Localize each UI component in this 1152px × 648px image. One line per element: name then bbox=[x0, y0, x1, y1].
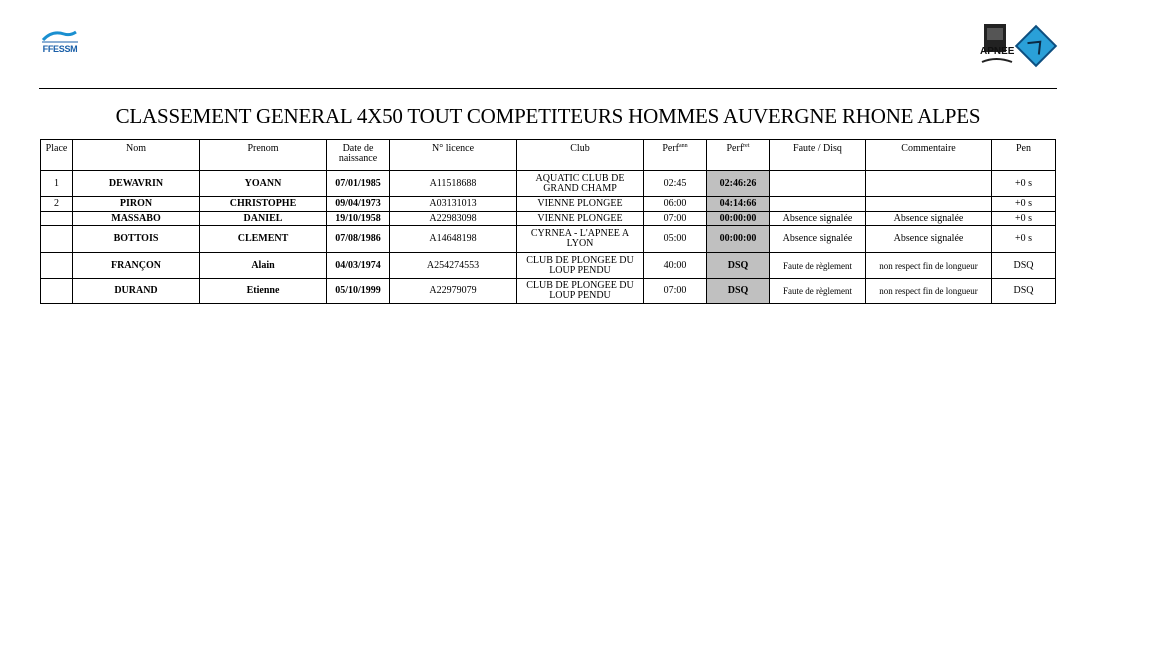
cell-prenom: Etienne bbox=[200, 279, 327, 304]
header-nom: Nom bbox=[73, 140, 200, 171]
cell-nom: DURAND bbox=[73, 279, 200, 304]
cell-faute: Faute de règlement bbox=[770, 279, 866, 304]
header-commentaire: Commentaire bbox=[866, 140, 992, 171]
header-naissance-line1: Date de bbox=[342, 143, 374, 154]
cell-perf-ret: DSQ bbox=[707, 279, 770, 304]
cell-pen: +0 s bbox=[992, 197, 1056, 212]
cell-naissance: 05/10/1999 bbox=[327, 279, 390, 304]
cell-club: VIENNE PLONGEE bbox=[517, 197, 644, 212]
cell-place: 2 bbox=[41, 197, 73, 212]
cell-commentaire bbox=[866, 197, 992, 212]
cell-faute: Absence signalée bbox=[770, 226, 866, 253]
header-divider bbox=[39, 88, 1057, 89]
header-perf-ret-label: Perf bbox=[726, 143, 744, 154]
cell-naissance: 04/03/1974 bbox=[327, 253, 390, 279]
header-perf-ann-label: Perf bbox=[662, 143, 679, 154]
cell-licence: A22983098 bbox=[390, 212, 517, 226]
cell-pen: +0 s bbox=[992, 171, 1056, 197]
cell-prenom: CLEMENT bbox=[200, 226, 327, 253]
cell-perf-ret: DSQ bbox=[707, 253, 770, 279]
ffessm-logo bbox=[40, 26, 80, 60]
cell-nom: FRANÇON bbox=[73, 253, 200, 279]
cell-prenom: CHRISTOPHE bbox=[200, 197, 327, 212]
header-place: Place bbox=[41, 140, 73, 171]
cell-perf-ann: 06:00 bbox=[644, 197, 707, 212]
cell-commentaire: Absence signalée bbox=[866, 212, 992, 226]
cell-pen: +0 s bbox=[992, 226, 1056, 253]
table-header-row bbox=[41, 140, 1056, 171]
cell-club: VIENNE PLONGEE bbox=[517, 212, 644, 226]
page-title: CLASSEMENT GENERAL 4X50 TOUT COMPETITEURS HOMMES AUVERGNE RHONE ALPES bbox=[115, 104, 981, 128]
header-naissance bbox=[327, 140, 390, 171]
apnee-logo-text: APNEE bbox=[980, 46, 1015, 57]
cell-licence: A22979079 bbox=[390, 279, 517, 304]
header-perf-ret-sup: ret bbox=[743, 143, 750, 149]
header-pen: Pen bbox=[992, 140, 1056, 171]
cell-place bbox=[41, 253, 73, 279]
cell-licence: A14648198 bbox=[390, 226, 517, 253]
cell-licence: A254274553 bbox=[390, 253, 517, 279]
apnea-commission-logo-icon bbox=[978, 22, 1060, 68]
cell-licence: A11518688 bbox=[390, 171, 517, 197]
cell-club: CLUB DE PLONGEE DU LOUP PENDU bbox=[517, 279, 644, 304]
cell-perf-ret: 00:00:00 bbox=[707, 226, 770, 253]
table-row bbox=[41, 279, 1056, 304]
cell-perf-ann: 07:00 bbox=[644, 212, 707, 226]
cell-nom: BOTTOIS bbox=[73, 226, 200, 253]
cell-perf-ret: 04:14:66 bbox=[707, 197, 770, 212]
header-naissance-line2: naissance bbox=[338, 153, 378, 164]
header-perf-ann bbox=[644, 140, 707, 171]
cell-naissance: 19/10/1958 bbox=[327, 212, 390, 226]
cell-commentaire bbox=[866, 171, 992, 197]
cell-naissance: 07/01/1985 bbox=[327, 171, 390, 197]
cell-prenom: YOANN bbox=[200, 171, 327, 197]
cell-club: CLUB DE PLONGEE DU LOUP PENDU bbox=[517, 253, 644, 279]
header-licence: N° licence bbox=[390, 140, 517, 171]
header-prenom: Prenom bbox=[200, 140, 327, 171]
cell-perf-ann: 02:45 bbox=[644, 171, 707, 197]
header-faute: Faute / Disq bbox=[770, 140, 866, 171]
cell-faute: Absence signalée bbox=[770, 212, 866, 226]
cell-faute bbox=[770, 171, 866, 197]
cell-naissance: 07/08/1986 bbox=[327, 226, 390, 253]
cell-perf-ret: 02:46:26 bbox=[707, 171, 770, 197]
cell-perf-ann: 05:00 bbox=[644, 226, 707, 253]
cell-place: 1 bbox=[41, 171, 73, 197]
cell-nom: MASSABO bbox=[73, 212, 200, 226]
cell-perf-ret: 00:00:00 bbox=[707, 212, 770, 226]
ffessm-logo-text: FFESSM bbox=[42, 44, 78, 54]
header-perf-ret bbox=[707, 140, 770, 171]
table-row bbox=[41, 212, 1056, 226]
cell-commentaire: non respect fin de longueur bbox=[866, 253, 992, 279]
cell-place bbox=[41, 226, 73, 253]
cell-prenom: Alain bbox=[200, 253, 327, 279]
cell-place bbox=[41, 279, 73, 304]
cell-perf-ann: 40:00 bbox=[644, 253, 707, 279]
table-row bbox=[41, 197, 1056, 212]
cell-place bbox=[41, 212, 73, 226]
header-club: Club bbox=[517, 140, 644, 171]
cell-licence: A03131013 bbox=[390, 197, 517, 212]
cell-prenom: DANIEL bbox=[200, 212, 327, 226]
table-row bbox=[41, 171, 1056, 197]
wave-icon bbox=[40, 26, 80, 44]
results-table bbox=[40, 139, 1056, 304]
cell-naissance: 09/04/1973 bbox=[327, 197, 390, 212]
cell-pen: DSQ bbox=[992, 253, 1056, 279]
cell-commentaire: Absence signalée bbox=[866, 226, 992, 253]
header-perf-ann-sup: ann bbox=[679, 143, 688, 149]
cell-club: CYRNEA - L'APNEE A LYON bbox=[517, 226, 644, 253]
cell-nom: DEWAVRIN bbox=[73, 171, 200, 197]
cell-pen: DSQ bbox=[992, 279, 1056, 304]
cell-pen: +0 s bbox=[992, 212, 1056, 226]
cell-club: AQUATIC CLUB DE GRAND CHAMP bbox=[517, 171, 644, 197]
cell-nom: PIRON bbox=[73, 197, 200, 212]
table-row bbox=[41, 226, 1056, 253]
cell-faute bbox=[770, 197, 866, 212]
table-row bbox=[41, 253, 1056, 279]
cell-perf-ann: 07:00 bbox=[644, 279, 707, 304]
cell-faute: Faute de règlement bbox=[770, 253, 866, 279]
apnee-logo bbox=[978, 22, 1060, 68]
cell-commentaire: non respect fin de longueur bbox=[866, 279, 992, 304]
